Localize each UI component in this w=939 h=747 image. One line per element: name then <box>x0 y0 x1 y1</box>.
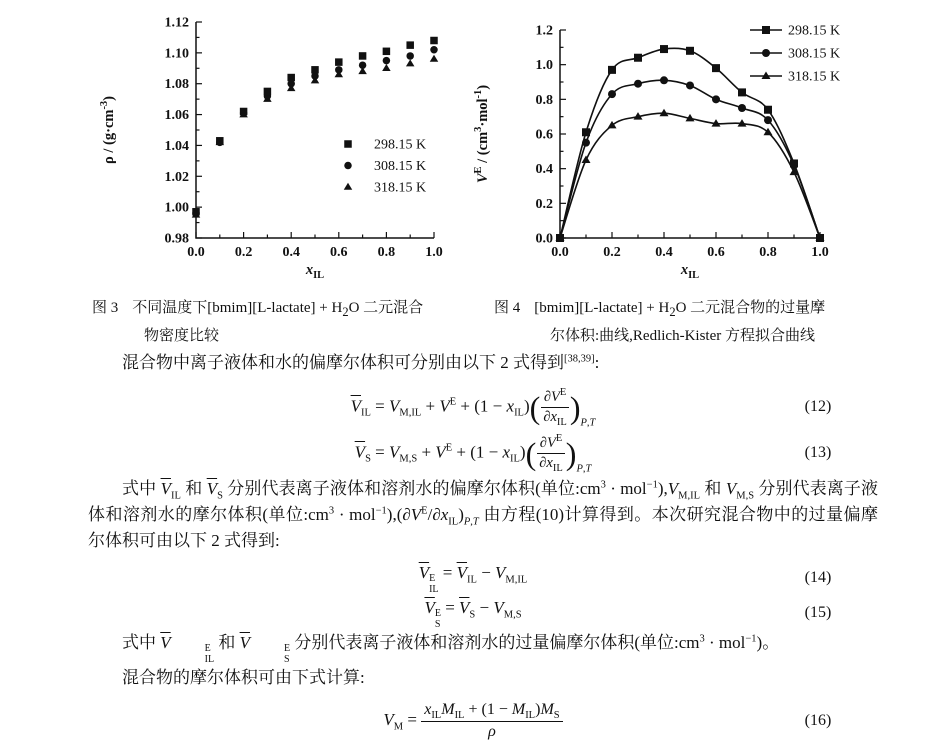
svg-text:1.0: 1.0 <box>425 245 443 260</box>
equation-13-number: (13) <box>804 444 832 461</box>
svg-text:1.2: 1.2 <box>535 23 553 39</box>
figure3-density-chart <box>96 2 466 292</box>
svg-text:1.0: 1.0 <box>811 245 829 260</box>
text-column <box>88 350 878 747</box>
figure3-caption <box>92 296 490 348</box>
legend <box>750 24 840 85</box>
svg-text:1.10: 1.10 <box>164 46 189 62</box>
svg-text:0.8: 0.8 <box>759 245 777 260</box>
svg-text:0.4: 0.4 <box>535 162 553 178</box>
svg-text:1.0: 1.0 <box>535 58 553 74</box>
svg-text:1.06: 1.06 <box>164 108 189 124</box>
equation-14-number: (14) <box>804 568 832 586</box>
x-axis-label: $x_{IL}$ <box>305 262 325 281</box>
svg-text:0.8: 0.8 <box>535 92 553 108</box>
svg-text:1.00: 1.00 <box>164 200 189 216</box>
equation-16-number: (16) <box>804 712 832 729</box>
figure4-caption <box>494 296 930 348</box>
svg-text:0.2: 0.2 <box>234 245 253 260</box>
equation-14-body: $\overline{V}$ E IL = $\overline{V}_{IL} - V_{M,IL}$ <box>418 563 528 595</box>
series-318.15 K <box>556 109 825 241</box>
figure4-caption-line1 <box>494 296 930 324</box>
equation-12-number: (12) <box>804 398 832 415</box>
figure3-number: 图 3 <box>92 300 119 316</box>
density-chart-svg <box>96 2 466 292</box>
equation-13-body: $\overline{V}_S = V_{M,S} + V^E + (1 - x_{IL})$( $\frac{\partial V^E}{\partial x_{IL}}$ )$_{P,T}$ <box>354 432 592 474</box>
figure4-caption-text: [bmim][L-lactate] + $H_2O$ 二元混合物的过量摩 <box>534 300 826 319</box>
svg-text:308.15 K: 308.15 K <box>374 159 427 174</box>
equation-15-body: $\overline{V}$ E S = $\overline{V}_S - V_{M,S}$ <box>424 598 522 630</box>
equation-16-body: $V_M$ = $\frac{x_{IL}M_{IL} + (1 - M_{IL})M_S}{\rho}$ <box>88 700 758 743</box>
ticks <box>196 22 434 238</box>
svg-text:1.04: 1.04 <box>164 138 189 154</box>
svg-text:0.0: 0.0 <box>535 231 553 247</box>
paragraph-partial-molar-intro: 混合物中离子液体和水的偏摩尔体积可分别由以下 2 式得到[38,39]: <box>122 353 600 372</box>
equation-16 <box>88 695 878 747</box>
svg-text:0.98: 0.98 <box>164 231 189 247</box>
svg-text:0.2: 0.2 <box>603 245 621 260</box>
equation-12 <box>88 384 878 430</box>
svg-text:0.6: 0.6 <box>707 245 725 260</box>
figure4-caption-line2: 尔体积:曲线,Redlich-Kister 方程拟合曲线 <box>550 328 815 344</box>
paragraph-excess-partial-definitions: 式中 $\overline{V}$ E IL 和 $\overline{V}$ E S 分别代表离子液体和溶剂水的过量偏摩尔体积(单位$:cm^3 \cdot mol^{-1}$)。 <box>122 633 780 665</box>
axes <box>196 22 434 238</box>
svg-text:0.4: 0.4 <box>655 245 673 260</box>
svg-text:298.15 K: 298.15 K <box>374 137 427 153</box>
svg-text:0.8: 0.8 <box>377 245 396 260</box>
equation-15-number: (15) <box>804 603 832 621</box>
figure4-excess-volume-chart <box>468 2 934 292</box>
svg-text:318.15 K: 318.15 K <box>374 180 427 196</box>
svg-text:1.02: 1.02 <box>164 169 189 185</box>
svg-text:0.0: 0.0 <box>551 245 569 260</box>
figure4-number: 图 4 <box>494 300 521 316</box>
svg-text:0.6: 0.6 <box>330 245 348 260</box>
y-axis-label: $V^E / (cm^3\cdot mol^{-1})$ <box>473 84 491 184</box>
x-axis-label: $x_{IL}$ <box>680 262 700 281</box>
figure3-caption-text: 不同温度下[bmim][L-lactate] + $H_2O$ 二元混合 <box>132 300 424 319</box>
equation-15 <box>88 595 878 630</box>
paragraph-symbol-definitions: 式中 $\overline{V}_{IL}$ 和 $\overline{V}_S$ 分别代表离子液体和溶剂水的偏摩尔体积(单位$:cm^3 \cdot mol^{-1}),V_{M,IL}$ 和 $V_{M,S}$ 分别代表离子液体和溶剂水的摩尔体积(单位$:cm^3 \cdot mol^{-1}),(\partial V^E/\partial x_{IL})_{P,T}$ 由方程(10)计算得到。本次研究混合物中的过量偏摩尔体积可由以下 2 式得到: <box>88 479 879 550</box>
svg-text:318.15 K: 318.15 K <box>788 69 841 85</box>
y-axis-label: $\rho / (g\cdot cm^{-3})$ <box>99 95 117 165</box>
equation-12-body: $\overline{V}_{IL} = V_{M,IL} + V^E + (1 - x_{IL})$( $\frac{\partial V^E}{\partial x_{IL}}$ )$_{P,T}$ <box>350 386 596 428</box>
svg-text:0.0: 0.0 <box>187 245 205 260</box>
svg-text:308.15 K: 308.15 K <box>788 46 841 62</box>
svg-text:298.15 K: 298.15 K <box>788 23 841 39</box>
equation-13 <box>88 430 878 476</box>
equation-14 <box>88 560 878 595</box>
figure3-caption-line2: 物密度比较 <box>144 328 220 344</box>
legend <box>344 138 426 196</box>
svg-text:0.6: 0.6 <box>535 127 553 143</box>
paragraph-molar-volume-intro: 混合物的摩尔体积可由下式计算: <box>122 668 365 687</box>
svg-text:0.4: 0.4 <box>282 245 300 260</box>
figure3-caption-line1 <box>92 296 490 324</box>
svg-text:1.12: 1.12 <box>164 15 189 31</box>
svg-text:1.08: 1.08 <box>164 77 189 93</box>
svg-text:0.2: 0.2 <box>535 196 553 212</box>
excess-volume-chart-svg <box>468 2 934 292</box>
